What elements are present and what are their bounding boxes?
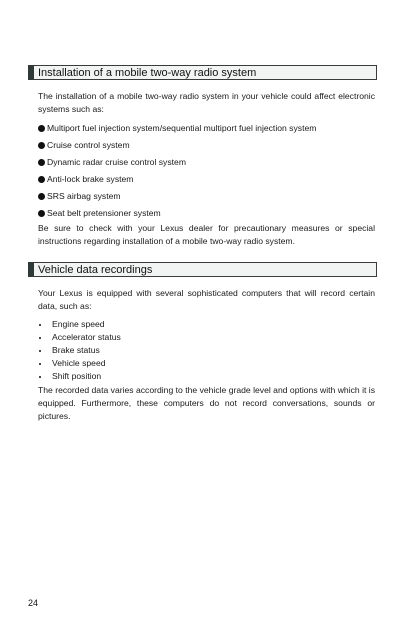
list-item: Vehicle speed — [38, 357, 375, 370]
section-title: Vehicle data recordings — [38, 263, 153, 276]
list-item: Multiport fuel injection system/sequential multiport fuel injection system — [38, 120, 375, 137]
section-header-radio — [28, 65, 377, 80]
bullet-icon — [39, 376, 41, 378]
bullet-icon — [39, 350, 41, 352]
radio-affected-systems-list — [38, 120, 375, 222]
section-intro: Your Lexus is equipped with several sophisticated computers that will record certain data, such as: — [38, 288, 375, 311]
page-number: 24 — [28, 598, 39, 608]
section-closing: The recorded data varies according to the vehicle grade level and options with which it is equipped. Furthermore, these computers do not record conversations, sounds or pictures. — [38, 385, 375, 421]
list-item: SRS airbag system — [38, 188, 375, 205]
section-closing: Be sure to check with your Lexus dealer for precautionary measures or special instructions regarding installation of a mobile two-way radio system. — [38, 223, 375, 246]
list-item: Accelerator status — [38, 331, 375, 344]
section-header-data-recordings — [28, 262, 377, 277]
list-item: Anti-lock brake system — [38, 171, 375, 188]
list-item: Brake status — [38, 344, 375, 357]
list-item: Cruise control system — [38, 137, 375, 154]
bullet-icon — [39, 324, 41, 326]
section-intro: The installation of a mobile two-way radio system in your vehicle could affect electronic systems such as: — [38, 91, 375, 114]
bullet-icon — [38, 210, 45, 217]
bullet-icon — [38, 125, 45, 132]
list-item: Engine speed — [38, 318, 375, 331]
bullet-icon — [38, 142, 45, 149]
recorded-data-list — [38, 318, 375, 383]
bullet-icon — [39, 363, 41, 365]
list-item: Shift position — [38, 370, 375, 383]
bullet-icon — [38, 176, 45, 183]
bullet-icon — [38, 193, 45, 200]
section-title: Installation of a mobile two-way radio system — [38, 66, 257, 79]
list-item: Seat belt pretensioner system — [38, 205, 375, 222]
bullet-icon — [38, 159, 45, 166]
bullet-icon — [39, 337, 41, 339]
list-item: Dynamic radar cruise control system — [38, 154, 375, 171]
